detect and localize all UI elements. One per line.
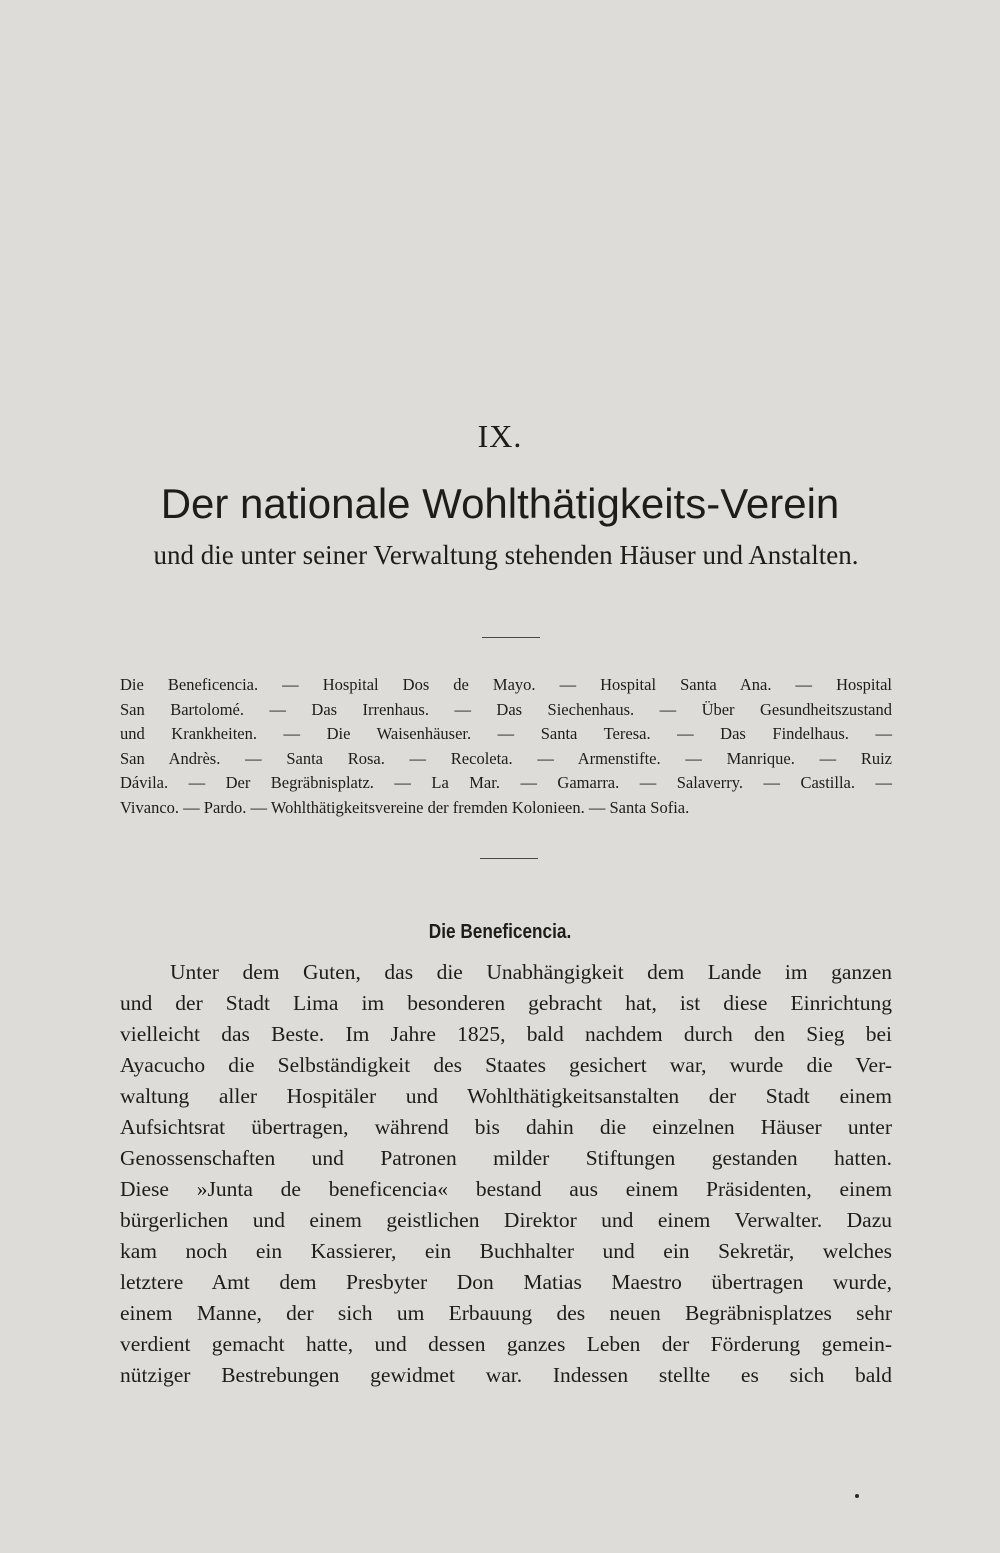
body-line: nütziger Bestrebungen gewidmet war. Indessen stellte es sich bald: [120, 1363, 892, 1387]
divider-rule: [480, 858, 538, 859]
chapter-title: Der nationale Wohlthätigkeits-Verein: [160, 480, 840, 527]
summary-line: und Krankheiten. — Die Waisenhäuser. — Santa Teresa. — Das Findelhaus. —: [120, 724, 892, 743]
summary-line: Dávila. — Der Begräbnisplatz. — La Mar. — Gamarra. — Salaverry. — Castilla. —: [120, 773, 892, 792]
body-line: Genossenschaften und Patronen milder Stiftungen gestanden hatten.: [120, 1146, 892, 1170]
summary-line: San Bartolomé. — Das Irrenhaus. — Das Siechenhaus. — Über Gesundheitszustand: [120, 699, 892, 719]
chapter-subtitle: und die unter seiner Verwaltung stehenden Häuser und Anstalten.: [153, 540, 859, 570]
body-line: Diese »Junta de beneficencia« bestand aus einem Präsidenten, einem: [120, 1177, 892, 1201]
body-line: verdient gemacht hatte, und dessen ganzes Leben der Förderung gemein-: [120, 1332, 892, 1356]
body-line: Ayacucho die Selbständigkeit des Staates gesichert war, wurde die Ver-: [120, 1053, 892, 1077]
divider-rule: [482, 637, 540, 638]
body-line: waltung aller Hospitäler und Wohlthätigkeitsanstalten der Stadt einem: [120, 1084, 892, 1108]
body-line: bürgerlichen und einem geistlichen Direktor und einem Verwalter. Dazu: [120, 1208, 892, 1232]
body-line: kam noch ein Kassierer, ein Buchhalter und ein Sekretär, welches: [120, 1239, 892, 1263]
section-heading: Die Beneficencia.: [428, 921, 572, 943]
ink-speck: [855, 1494, 859, 1498]
body-line: Aufsichtsrat übertragen, während bis dahin die einzelnen Häuser unter: [120, 1115, 892, 1139]
summary-line: Vivanco. — Pardo. — Wohlthätigkeitsvereine der fremden Kolonieen. — Santa Sofia.: [120, 797, 690, 817]
chapter-number: IX.: [477, 418, 523, 454]
body-line: und der Stadt Lima im besonderen gebracht hat, ist diese Einrichtung: [120, 991, 892, 1015]
body-line: letztere Amt dem Presbyter Don Matias Maestro übertragen wurde,: [120, 1270, 892, 1294]
body-line: einem Manne, der sich um Erbauung des neuen Begräbnisplatzes sehr: [120, 1301, 892, 1325]
body-paragraph: [120, 957, 892, 1391]
body-line: Unter dem Guten, das die Unabhängigkeit dem Lande im ganzen: [170, 960, 892, 984]
summary-line: Die Beneficencia. — Hospital Dos de Mayo. — Hospital Santa Ana. — Hospital: [120, 675, 892, 694]
summary-line: San Andrès. — Santa Rosa. — Recoleta. — Armenstifte. — Manrique. — Ruiz: [120, 748, 892, 768]
chapter-summary: [120, 673, 892, 820]
body-line: vielleicht das Beste. Im Jahre 1825, bald nachdem durch den Sieg bei: [120, 1022, 892, 1046]
